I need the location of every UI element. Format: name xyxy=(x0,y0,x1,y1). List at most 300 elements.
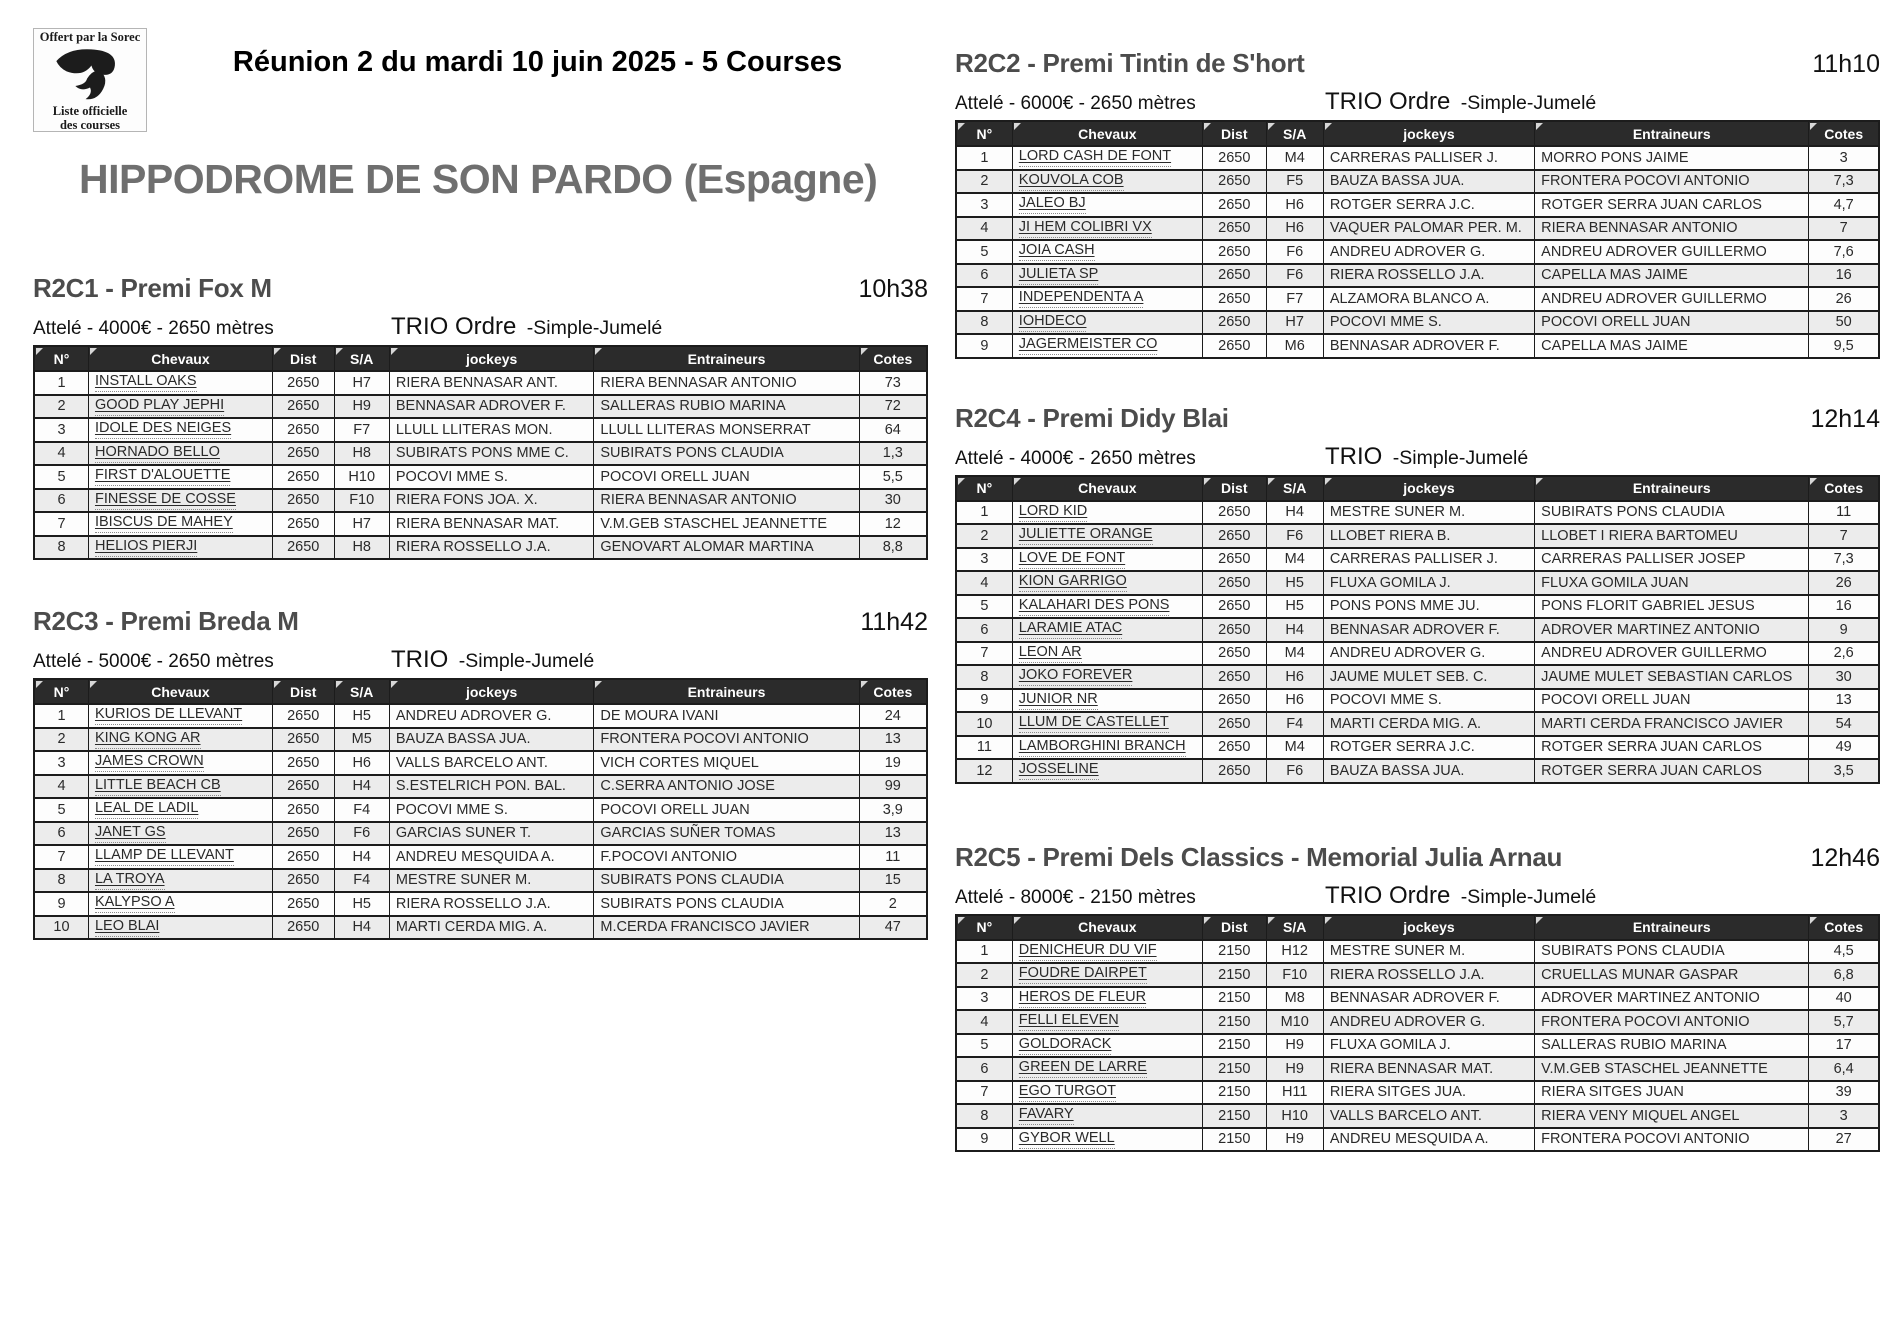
horse-cell xyxy=(88,798,272,822)
jockey-cell: ROTGER SERRA J.C. xyxy=(1323,193,1534,217)
trainer-cell: ANDREU ADROVER GUILLERMO xyxy=(1535,240,1809,264)
dist-cell: 2650 xyxy=(1202,736,1266,760)
sa-cell: H6 xyxy=(1266,193,1323,217)
column-header-sa: S/A xyxy=(334,346,389,371)
num-cell: 6 xyxy=(956,264,1012,288)
trainer-cell: ROTGER SERRA JUAN CARLOS xyxy=(1535,736,1809,760)
trainer-cell: PONS FLORIT GABRIEL JESUS xyxy=(1535,595,1809,619)
table-row xyxy=(956,334,1879,358)
jockey-cell: S.ESTELRICH PON. BAL. xyxy=(389,775,593,799)
odds-cell: 9 xyxy=(1809,618,1879,642)
num-cell: 5 xyxy=(34,798,88,822)
num-cell: 2 xyxy=(34,728,88,752)
odds-cell: 26 xyxy=(1809,287,1879,311)
column-header-sa: S/A xyxy=(334,679,389,704)
horse-cell xyxy=(88,704,272,728)
column-header-jockey: jockeys xyxy=(1323,121,1534,146)
column-header-dist: Dist xyxy=(1202,915,1266,940)
sa-cell: H6 xyxy=(1266,689,1323,713)
odds-cell: 4,5 xyxy=(1809,940,1879,964)
column-header-num: N° xyxy=(34,679,88,704)
table-row xyxy=(956,1104,1879,1128)
horse-cell xyxy=(1012,524,1202,548)
horse-name: LLUM DE CASTELLET xyxy=(1019,714,1169,733)
odds-cell: 6,4 xyxy=(1809,1057,1879,1081)
logo-bottom-text-1: Liste officielle xyxy=(52,103,128,118)
horse-cell xyxy=(88,916,272,940)
dist-cell: 2150 xyxy=(1202,940,1266,964)
table-row xyxy=(956,618,1879,642)
table-row xyxy=(34,371,927,395)
jockey-cell: ANDREU ADROVER G. xyxy=(1323,1010,1534,1034)
table-header-row xyxy=(956,476,1879,501)
odds-cell: 64 xyxy=(859,418,927,442)
race-time: 12h46 xyxy=(1810,843,1880,872)
jockey-cell: BENNASAR ADROVER F. xyxy=(1323,334,1534,358)
dist-cell: 2650 xyxy=(1202,193,1266,217)
dist-cell: 2650 xyxy=(1202,240,1266,264)
num-cell: 4 xyxy=(956,217,1012,241)
num-cell: 11 xyxy=(956,736,1012,760)
dist-cell: 2650 xyxy=(272,512,334,536)
num-cell: 1 xyxy=(956,146,1012,170)
bet-sub: -Simple-Jumelé xyxy=(526,317,663,339)
sa-cell: M8 xyxy=(1266,987,1323,1011)
sa-cell: F6 xyxy=(334,822,389,846)
jockey-cell: BENNASAR ADROVER F. xyxy=(1323,618,1534,642)
trainer-cell: CARRERAS PALLISER JOSEP xyxy=(1535,548,1809,572)
jockey-cell: LLULL LLITERAS MON. xyxy=(389,418,593,442)
table-row xyxy=(956,548,1879,572)
jockey-cell: RIERA ROSSELLO J.A. xyxy=(1323,963,1534,987)
odds-cell: 5,7 xyxy=(1809,1010,1879,1034)
horse-cell xyxy=(1012,334,1202,358)
horse-cell xyxy=(1012,618,1202,642)
dist-cell: 2650 xyxy=(272,704,334,728)
horse-cell xyxy=(1012,548,1202,572)
num-cell: 6 xyxy=(956,1057,1012,1081)
num-cell: 8 xyxy=(34,536,88,560)
trainer-cell: POCOVI ORELL JUAN xyxy=(594,465,859,489)
trainer-cell: CRUELLAS MUNAR GASPAR xyxy=(1535,963,1809,987)
horse-name: KALYPSO A xyxy=(95,894,175,913)
dist-cell: 2650 xyxy=(272,869,334,893)
trainer-cell: FRONTERA POCOVI ANTONIO xyxy=(1535,170,1809,194)
horse-cell xyxy=(88,751,272,775)
column-header-odds: Cotes xyxy=(859,346,927,371)
bet-types xyxy=(1325,88,1880,116)
trainer-cell: FRONTERA POCOVI ANTONIO xyxy=(594,728,859,752)
table-header-row xyxy=(956,915,1879,940)
sa-cell: H8 xyxy=(334,442,389,466)
jockey-cell: VALLS BARCELO ANT. xyxy=(389,751,593,775)
table-row xyxy=(34,798,927,822)
jockey-cell: MESTRE SUNER M. xyxy=(389,869,593,893)
odds-cell: 1,3 xyxy=(859,442,927,466)
table-row xyxy=(956,1034,1879,1058)
jockey-cell: POCOVI MME S. xyxy=(1323,689,1534,713)
dist-cell: 2650 xyxy=(1202,548,1266,572)
num-cell: 7 xyxy=(956,1081,1012,1105)
table-row xyxy=(956,501,1879,525)
num-cell: 12 xyxy=(956,759,1012,783)
jockey-cell: RIERA BENNASAR MAT. xyxy=(1323,1057,1534,1081)
column-header-horse: Chevaux xyxy=(1012,476,1202,501)
odds-cell: 19 xyxy=(859,751,927,775)
horse-cell xyxy=(1012,595,1202,619)
column-header-trainer: Entraineurs xyxy=(1535,476,1809,501)
horse-name: JALEO BJ xyxy=(1019,195,1086,214)
bet-sub: -Simple-Jumelé xyxy=(1460,92,1597,114)
horse-name: LORD KID xyxy=(1019,503,1088,522)
dist-cell: 2650 xyxy=(272,775,334,799)
sa-cell: H4 xyxy=(334,845,389,869)
odds-cell: 30 xyxy=(1809,665,1879,689)
dist-cell: 2650 xyxy=(1202,689,1266,713)
num-cell: 7 xyxy=(34,845,88,869)
dist-cell: 2650 xyxy=(272,536,334,560)
trainer-cell: SUBIRATS PONS CLAUDIA xyxy=(594,442,859,466)
column-header-sa: S/A xyxy=(1266,121,1323,146)
table-row xyxy=(956,264,1879,288)
odds-cell: 2 xyxy=(859,892,927,916)
jockey-cell: ROTGER SERRA J.C. xyxy=(1323,736,1534,760)
bet-main: TRIO Ordre xyxy=(1325,881,1451,909)
sa-cell: H7 xyxy=(334,512,389,536)
horse-name: LLAMP DE LLEVANT xyxy=(95,847,234,866)
num-cell: 8 xyxy=(956,311,1012,335)
num-cell: 4 xyxy=(34,775,88,799)
horse-logo-icon xyxy=(53,45,127,105)
trainer-cell: RIERA SITGES JUAN xyxy=(1535,1081,1809,1105)
odds-cell: 30 xyxy=(859,489,927,513)
jockey-cell: RIERA ROSSELLO J.A. xyxy=(389,536,593,560)
sa-cell: M4 xyxy=(1266,548,1323,572)
sa-cell: M4 xyxy=(1266,146,1323,170)
num-cell: 7 xyxy=(956,642,1012,666)
odds-cell: 3 xyxy=(1809,146,1879,170)
horse-name: LOVE DE FONT xyxy=(1019,550,1125,569)
sa-cell: H6 xyxy=(334,751,389,775)
sa-cell: M4 xyxy=(1266,642,1323,666)
odds-cell: 24 xyxy=(859,704,927,728)
sa-cell: H5 xyxy=(334,704,389,728)
trainer-cell: MORRO PONS JAIME xyxy=(1535,146,1809,170)
dist-cell: 2150 xyxy=(1202,1010,1266,1034)
sa-cell: H10 xyxy=(334,465,389,489)
table-row xyxy=(956,940,1879,964)
odds-cell: 49 xyxy=(1809,736,1879,760)
horse-name: LEO BLAI xyxy=(95,918,159,937)
jockey-cell: VALLS BARCELO ANT. xyxy=(1323,1104,1534,1128)
odds-cell: 27 xyxy=(1809,1128,1879,1152)
column-header-num: N° xyxy=(956,476,1012,501)
odds-cell: 15 xyxy=(859,869,927,893)
jockey-cell: MARTI CERDA MIG. A. xyxy=(1323,712,1534,736)
race-conditions: Attelé - 5000€ - 2650 mètres xyxy=(33,651,274,672)
sa-cell: F6 xyxy=(1266,264,1323,288)
sa-cell: M5 xyxy=(334,728,389,752)
num-cell: 9 xyxy=(956,689,1012,713)
trainer-cell: ANDREU ADROVER GUILLERMO xyxy=(1535,642,1809,666)
bet-main: TRIO Ordre xyxy=(1325,88,1451,115)
column-header-sa: S/A xyxy=(1266,915,1323,940)
jockey-cell: POCOVI MME S. xyxy=(389,798,593,822)
column-header-num: N° xyxy=(956,915,1012,940)
odds-cell: 5,5 xyxy=(859,465,927,489)
horse-cell xyxy=(88,489,272,513)
column-header-odds: Cotes xyxy=(859,679,927,704)
table-row xyxy=(956,146,1879,170)
sa-cell: H7 xyxy=(1266,311,1323,335)
num-cell: 5 xyxy=(34,465,88,489)
table-row xyxy=(956,759,1879,783)
horse-name: JAMES CROWN xyxy=(95,753,204,772)
horse-name: GOLDORACK xyxy=(1019,1036,1112,1055)
jockey-cell: RIERA FONS JOA. X. xyxy=(389,489,593,513)
trainer-cell: ADROVER MARTINEZ ANTONIO xyxy=(1535,618,1809,642)
jockey-cell: BAUZA BASSA JUA. xyxy=(389,728,593,752)
dist-cell: 2650 xyxy=(272,395,334,419)
odds-cell: 13 xyxy=(859,822,927,846)
horse-cell xyxy=(88,418,272,442)
trainer-cell: SUBIRATS PONS CLAUDIA xyxy=(594,869,859,893)
race-conditions: Attelé - 6000€ - 2650 mètres xyxy=(955,93,1196,114)
horse-cell xyxy=(88,442,272,466)
horse-cell xyxy=(1012,1104,1202,1128)
table-row xyxy=(956,571,1879,595)
trainer-cell: SALLERAS RUBIO MARINA xyxy=(594,395,859,419)
sa-cell: M10 xyxy=(1266,1010,1323,1034)
horse-name: IDOLE DES NEIGES xyxy=(95,420,231,439)
odds-cell: 54 xyxy=(1809,712,1879,736)
bet-sub: -Simple-Jumelé xyxy=(1460,885,1597,908)
horse-cell xyxy=(1012,665,1202,689)
trainer-cell: FLUXA GOMILA JUAN xyxy=(1535,571,1809,595)
dist-cell: 2650 xyxy=(272,822,334,846)
dist-cell: 2650 xyxy=(1202,618,1266,642)
sa-cell: H11 xyxy=(1266,1081,1323,1105)
num-cell: 3 xyxy=(956,193,1012,217)
horse-cell xyxy=(88,512,272,536)
trainer-cell: GARCIAS SUÑER TOMAS xyxy=(594,822,859,846)
race-table xyxy=(955,914,1880,1153)
column-header-horse: Chevaux xyxy=(88,346,272,371)
trainer-cell: LLOBET I RIERA BARTOMEU xyxy=(1535,524,1809,548)
horse-name: KURIOS DE LLEVANT xyxy=(95,706,242,725)
horse-cell xyxy=(1012,193,1202,217)
table-row xyxy=(34,536,927,560)
meeting-title: Réunion 2 du mardi 10 juin 2025 - 5 Courses xyxy=(232,46,843,78)
column-header-dist: Dist xyxy=(272,346,334,371)
column-header-jockey: jockeys xyxy=(389,346,593,371)
horse-name: GREEN DE LARRE xyxy=(1019,1059,1147,1078)
sa-cell: H6 xyxy=(1266,217,1323,241)
bet-main: TRIO xyxy=(391,646,449,673)
table-row xyxy=(956,524,1879,548)
horse-cell xyxy=(1012,217,1202,241)
trainer-cell: V.M.GEB STASCHEL JEANNETTE xyxy=(1535,1057,1809,1081)
horse-name: HELIOS PIERJI xyxy=(95,538,197,557)
dist-cell: 2150 xyxy=(1202,1128,1266,1152)
sa-cell: F6 xyxy=(1266,524,1323,548)
sa-cell: F6 xyxy=(1266,759,1323,783)
dist-cell: 2650 xyxy=(1202,501,1266,525)
num-cell: 2 xyxy=(34,395,88,419)
table-row xyxy=(34,822,927,846)
num-cell: 8 xyxy=(956,665,1012,689)
num-cell: 5 xyxy=(956,240,1012,264)
jockey-cell: RIERA BENNASAR ANT. xyxy=(389,371,593,395)
horse-cell xyxy=(88,465,272,489)
num-cell: 3 xyxy=(34,751,88,775)
dist-cell: 2650 xyxy=(1202,264,1266,288)
horse-cell xyxy=(1012,642,1202,666)
race-conditions: Attelé - 4000€ - 2650 mètres xyxy=(955,447,1196,469)
table-row xyxy=(956,170,1879,194)
horse-name: JOSSELINE xyxy=(1019,761,1099,780)
column-header-trainer: Entraineurs xyxy=(1535,121,1809,146)
sa-cell: H4 xyxy=(334,916,389,940)
column-header-sa: S/A xyxy=(1266,476,1323,501)
race-table xyxy=(955,475,1880,784)
horse-name: KOUVOLA COB xyxy=(1019,172,1124,191)
table-row xyxy=(956,689,1879,713)
dist-cell: 2650 xyxy=(1202,595,1266,619)
dist-cell: 2650 xyxy=(1202,665,1266,689)
horse-name: LA TROYA xyxy=(95,871,165,890)
table-row xyxy=(956,240,1879,264)
dist-cell: 2650 xyxy=(1202,334,1266,358)
jockey-cell: BENNASAR ADROVER F. xyxy=(389,395,593,419)
column-header-dist: Dist xyxy=(272,679,334,704)
race-conditions: Attelé - 4000€ - 2650 mètres xyxy=(33,318,274,339)
num-cell: 4 xyxy=(956,571,1012,595)
table-row xyxy=(956,642,1879,666)
horse-name: GOOD PLAY JEPHI xyxy=(95,397,224,416)
sa-cell: H7 xyxy=(334,371,389,395)
jockey-cell: RIERA ROSSELLO J.A. xyxy=(1323,264,1534,288)
race-time: 10h38 xyxy=(858,275,928,303)
trainer-cell: CAPELLA MAS JAIME xyxy=(1535,264,1809,288)
horse-name: JANET GS xyxy=(95,824,166,843)
column-header-trainer: Entraineurs xyxy=(594,346,859,371)
table-row xyxy=(956,712,1879,736)
horse-cell xyxy=(88,822,272,846)
trainer-cell: SUBIRATS PONS CLAUDIA xyxy=(1535,940,1809,964)
horse-cell xyxy=(1012,940,1202,964)
odds-cell: 26 xyxy=(1809,571,1879,595)
column-header-horse: Chevaux xyxy=(1012,915,1202,940)
horse-name: JAGERMEISTER CO xyxy=(1019,336,1158,355)
dist-cell: 2650 xyxy=(1202,712,1266,736)
trainer-cell: POCOVI ORELL JUAN xyxy=(594,798,859,822)
jockey-cell: LLOBET RIERA B. xyxy=(1323,524,1534,548)
trainer-cell: MARTI CERDA FRANCISCO JAVIER xyxy=(1535,712,1809,736)
column-header-odds: Cotes xyxy=(1809,476,1879,501)
table-header-row xyxy=(34,346,927,371)
horse-name: INSTALL OAKS xyxy=(95,373,197,392)
column-header-trainer: Entraineurs xyxy=(594,679,859,704)
dist-cell: 2650 xyxy=(272,465,334,489)
column-header-horse: Chevaux xyxy=(1012,121,1202,146)
num-cell: 7 xyxy=(956,287,1012,311)
table-header-row xyxy=(34,679,927,704)
horse-name: IOHDECO xyxy=(1019,313,1087,332)
logo-top-text: Offert par la Sorec xyxy=(39,30,141,44)
race-section-r2c2 xyxy=(955,48,1880,359)
jockey-cell: MESTRE SUNER M. xyxy=(1323,940,1534,964)
table-row xyxy=(34,704,927,728)
trainer-cell: JAUME MULET SEBASTIAN CARLOS xyxy=(1535,665,1809,689)
logo-bottom-text-2: des courses xyxy=(59,117,121,132)
horse-cell xyxy=(88,728,272,752)
num-cell: 6 xyxy=(34,822,88,846)
table-row xyxy=(956,1010,1879,1034)
column-header-dist: Dist xyxy=(1202,476,1266,501)
race-time: 11h42 xyxy=(860,608,928,636)
jockey-cell: RIERA ROSSELLO J.A. xyxy=(389,892,593,916)
trainer-cell: VICH CORTES MIQUEL xyxy=(594,751,859,775)
race-section-r2c1 xyxy=(33,273,928,560)
trainer-cell: V.M.GEB STASCHEL JEANNETTE xyxy=(594,512,859,536)
odds-cell: 50 xyxy=(1809,311,1879,335)
bet-types xyxy=(1325,882,1880,910)
num-cell: 9 xyxy=(34,892,88,916)
race-title: R2C4 - Premi Didy Blai xyxy=(955,402,1229,433)
table-row xyxy=(34,728,927,752)
dist-cell: 2650 xyxy=(272,418,334,442)
odds-cell: 7 xyxy=(1809,524,1879,548)
odds-cell: 47 xyxy=(859,916,927,940)
race-title: R2C3 - Premi Breda M xyxy=(33,606,299,636)
dist-cell: 2650 xyxy=(1202,759,1266,783)
odds-cell: 3,9 xyxy=(859,798,927,822)
dist-cell: 2650 xyxy=(1202,146,1266,170)
jockey-cell: BENNASAR ADROVER F. xyxy=(1323,987,1534,1011)
table-row xyxy=(956,987,1879,1011)
horse-name: LITTLE BEACH CB xyxy=(95,777,221,796)
trainer-cell: SALLERAS RUBIO MARINA xyxy=(1535,1034,1809,1058)
horse-name: JUNIOR NR xyxy=(1019,691,1098,710)
sa-cell: F7 xyxy=(1266,287,1323,311)
dist-cell: 2150 xyxy=(1202,987,1266,1011)
dist-cell: 2650 xyxy=(272,442,334,466)
jockey-cell: PONS PONS MME JU. xyxy=(1323,595,1534,619)
trainer-cell: FRONTERA POCOVI ANTONIO xyxy=(1535,1010,1809,1034)
jockey-cell: RIERA BENNASAR MAT. xyxy=(389,512,593,536)
horse-cell xyxy=(1012,689,1202,713)
horse-cell xyxy=(1012,759,1202,783)
horse-name: EGO TURGOT xyxy=(1019,1083,1116,1102)
sa-cell: F6 xyxy=(1266,240,1323,264)
num-cell: 9 xyxy=(956,1128,1012,1152)
horse-name: LEAL DE LADIL xyxy=(95,800,198,819)
page-header xyxy=(33,28,928,140)
table-row xyxy=(956,736,1879,760)
horse-cell xyxy=(1012,501,1202,525)
horse-name: KING KONG AR xyxy=(95,730,201,749)
horse-name: HORNADO BELLO xyxy=(95,444,220,463)
bet-types xyxy=(391,646,928,674)
horse-cell xyxy=(1012,1128,1202,1152)
jockey-cell: POCOVI MME S. xyxy=(389,465,593,489)
sa-cell: M4 xyxy=(1266,736,1323,760)
race-section-r2c3 xyxy=(33,606,928,940)
horse-cell xyxy=(1012,1057,1202,1081)
odds-cell: 7,3 xyxy=(1809,170,1879,194)
trainer-cell: SUBIRATS PONS CLAUDIA xyxy=(1535,501,1809,525)
